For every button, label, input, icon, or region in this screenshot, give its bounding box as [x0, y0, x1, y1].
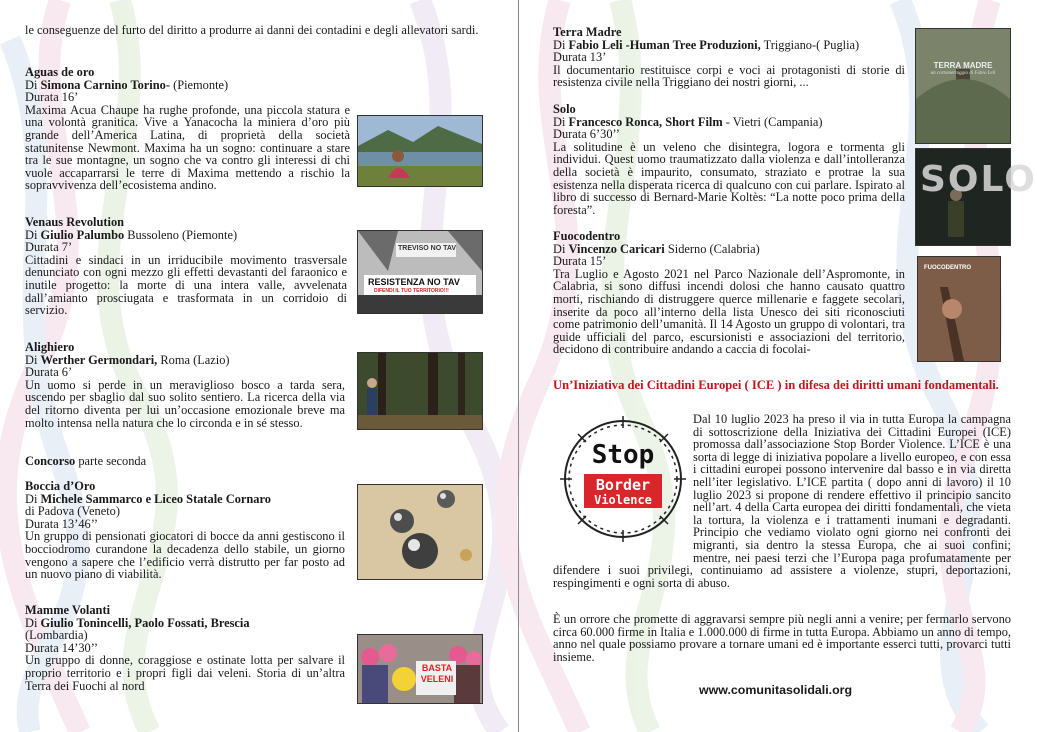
film-description: Cittadini e sindaci in un irriducibile movimento trasversale denunciato con ogni mezzo gli effetti devastanti del faraonico e inutile progetto: la morte di una intera valle, avvelenata dall’amianto prosciugata e trasformata in un corridoio di servizio.: [25, 252, 347, 318]
film-mamme-volanti: [25, 604, 345, 692]
film-terra-madre: [553, 26, 905, 89]
logo-float-spacer: [553, 413, 693, 563]
film-description: Tra Luglio e Agosto 2021 nel Parco Nazionale dell’Aspromonte, in Calabria, si sono diffusi incendi dolosi che hanno causato quattro morti, rischiando di distruggere querce millenarie e faggete secolari, inserite da poco all’interno della lista Unesco dei siti riconosciuti come patrimonio dell’umanità. Il 14 Agosto un gruppo di volontari, tra guide ufficiali del parco, escursionisti e associazioni del territorio, decidono di contribuire andando a caccia di focolai-: [553, 266, 905, 357]
film-title: Boccia d’Oro: [25, 479, 96, 493]
intro-text: le conseguenze del furto del diritto a produrre ai danni dei contadini e degli allevatori sardi.: [25, 23, 479, 37]
fuocodentro-poster: [917, 256, 1001, 362]
film-title: Fuocodentro: [553, 229, 621, 243]
film-credit: Di Giulio Tonincelli, Paolo Fossati, Brescia: [25, 615, 250, 630]
film-description: Il documentario restituisce corpi e voci ai protagonisti di storie di resistenza civile nella Triggiano dei nostri giorni, ...: [553, 62, 905, 90]
venaus-banner-text: TREVISO NO TAV: [398, 245, 457, 252]
film-alighiero: [25, 341, 345, 429]
film-credit: Di Michele Sammarco e Liceo Statale Cornaro: [25, 491, 271, 506]
logo-border-text: Border: [595, 476, 651, 494]
logo-stop-text: Stop: [591, 440, 655, 470]
ice-section-title: Un’Iniziativa dei Cittadini Europei ( ICE ) in difesa dei diritti umani fondamentali.: [553, 378, 999, 392]
film-description: La solitudine è un veleno che disintegra, logora e tormenta gli individui. Quest uomo traumatizzato dalla violenza e dall’intolleranza della società è impaurito, consumato, straziato e protrae la sua esistenza nella disperata ricerca di qualcuno con cui parlare. Ispirato al libro di successo di Bernard-Marie Koltès: “La notte poco prima della foresta”.: [553, 139, 905, 217]
film-title: Mamme Volanti: [25, 603, 111, 617]
venaus-protest-photo: [357, 230, 483, 314]
film-place: di Padova (Veneto): [25, 504, 120, 519]
terra-madre-poster: [915, 28, 1011, 144]
ice-paragraph-1-wrap: [553, 413, 1011, 589]
film-duration: Durata 16’: [25, 90, 79, 105]
concorso-heading: Concorso parte seconda: [25, 454, 147, 468]
film-solo: [553, 103, 905, 216]
alighiero-forest-photo: [357, 352, 483, 430]
film-duration: Durata 6’: [25, 365, 73, 380]
mamme-sign-text: BASTA VELENI: [420, 663, 454, 684]
ice-paragraph-2: È un orrore che promette di aggravarsi sempre più negli anni a venire; per fermarlo servono circa 60.000 firme in Italia e 1.000.000 di firme in tutta Europa. Abbiamo un anno di tempo, anno nel quale possiamo provare a tornare umani ed è importante esserci tutti, provarci tutti insieme.: [553, 612, 1011, 664]
solo-poster: [915, 148, 1037, 246]
film-title: Aguas de oro: [25, 65, 95, 79]
film-duration: Durata 15’: [553, 254, 607, 269]
film-title: Venaus Revolution: [25, 215, 125, 229]
boccia-balls-photo: [357, 484, 483, 580]
venaus-banner-text: DIFENDI IL TUO TERRITORIO!!!: [374, 288, 449, 294]
film-description: Un gruppo di pensionati giocatori di bocce da anni gestiscono il bocciodromo curandone la decadenza dello stabile, un giorno vengono a sapere che l’edificio verrà distrutto per far posto ad un nuovo piano di viabilità.: [25, 529, 345, 582]
fuocodentro-poster-title: FUOCODENTRO: [924, 265, 971, 271]
film-place: (Lombardia): [25, 628, 88, 643]
film-duration: Durata 6’30’’: [553, 127, 620, 142]
terra-madre-poster-subtitle: un cortometraggio di Fabio Leli: [930, 71, 996, 76]
film-description: Un uomo si perde in un meraviglioso bosco a tarda sera, uscendo per sbaglio dal suo solito sentiero. La ricerca della via del ritorno diventa per lui un’occasione emozionale breve ma molto intensa nella natura che lo circonda e in sé stesso.: [25, 377, 345, 430]
film-title: Solo: [553, 102, 576, 116]
film-credit: Di Vincenzo Caricari Siderno (Calabria): [553, 241, 760, 256]
logo-violence-text: Violence: [594, 493, 652, 507]
film-duration: Durata 14’30’’: [25, 640, 99, 655]
mamme-volanti-protest-photo: [357, 634, 483, 704]
ice-paragraph-1: Dal 10 luglio 2023 ha preso il via in tutta Europa la campagna di sottoscrizione della Iniziativa dei Cittadini Europei (ICE) promossa dall’associazione Stop Border Violence. L’ICE è una sorta di legge di iniziativa popolare a livello europeo, e con essa i cittadini europei possono intervenire dal basso e in via diretta nell’iter legislativo. L’ICE partita ( dopo anni di lavoro) il 10 luglio 2023 si propone di rendere effettivo il principio sancito nell’art. 4 della Carta europea dei diritti fondamentali, che vieta la tortura, la violenza e i trattamenti inumani e degradanti. Principio che vediamo violato ogni giorno nei confronti dei migranti, sia dentro la stessa Europa, che ai suoi confini; mentre, nei paesi terzi che l’Europa paga profumatamente per difendere i suoi privilegi, continuiamo ad assistere a violenze, stupri, deportazioni, respingimenti e ogni sorta di abuso.: [553, 412, 1011, 590]
venaus-banner-text: RESISTENZA NO TAV: [368, 277, 460, 287]
terra-madre-poster-title: TERRA MADRE: [933, 61, 993, 70]
film-title: Terra Madre: [553, 25, 622, 39]
film-aguas-de-oro: [25, 66, 350, 192]
film-boccia-d-oro: [25, 480, 345, 581]
film-duration: Durata 13’: [553, 50, 607, 65]
film-description: Maxima Acua Chaupe ha rughe profonde, una piccola statura e una volontà granitica. Vive a Yanacocha la miniera d’oro più grande dell’America Latina, di proprietà della società statunitense Newmont. Maxima ha un sogno: continuare a stare tra le sue montagne, un sogno che va contro gli interessi di chi vuole accaparrarsi le terre di Maxima mettendo a rischio la sopravvivenza dell’ecosistema andino.: [25, 102, 350, 193]
film-credit: Di Werther Germondari, Roma (Lazio): [25, 352, 230, 367]
film-title: Alighiero: [25, 340, 75, 354]
film-credit: Di Giulio Palumbo Bussoleno (Piemonte): [25, 227, 238, 242]
film-duration: Durata 13’46’’: [25, 516, 99, 531]
film-credit: Di Fabio Leli -Human Tree Produzioni, Triggiano-( Puglia): [553, 37, 860, 52]
aguas-de-oro-photo: [357, 115, 483, 187]
film-description: Un gruppo di donne, coraggiose e ostinate lotta per salvare il proprio territorio e i propri figli dai veleni. Storia di un’altra Terra dei Fuochi al nord: [25, 653, 345, 693]
film-duration: Durata 7’: [25, 240, 73, 255]
website-link[interactable]: www.comunitasolidali.org: [699, 683, 853, 697]
film-credit: Di Simona Carnino Torino- (Piemonte): [25, 77, 229, 92]
solo-poster-title: SOLO: [920, 159, 1037, 200]
film-venaus-revolution: [25, 216, 347, 317]
film-fuocodentro: [553, 230, 905, 356]
page-fold-line: [518, 0, 519, 732]
film-credit: Di Francesco Ronca, Short Film - Vietri (Campania): [553, 114, 823, 129]
